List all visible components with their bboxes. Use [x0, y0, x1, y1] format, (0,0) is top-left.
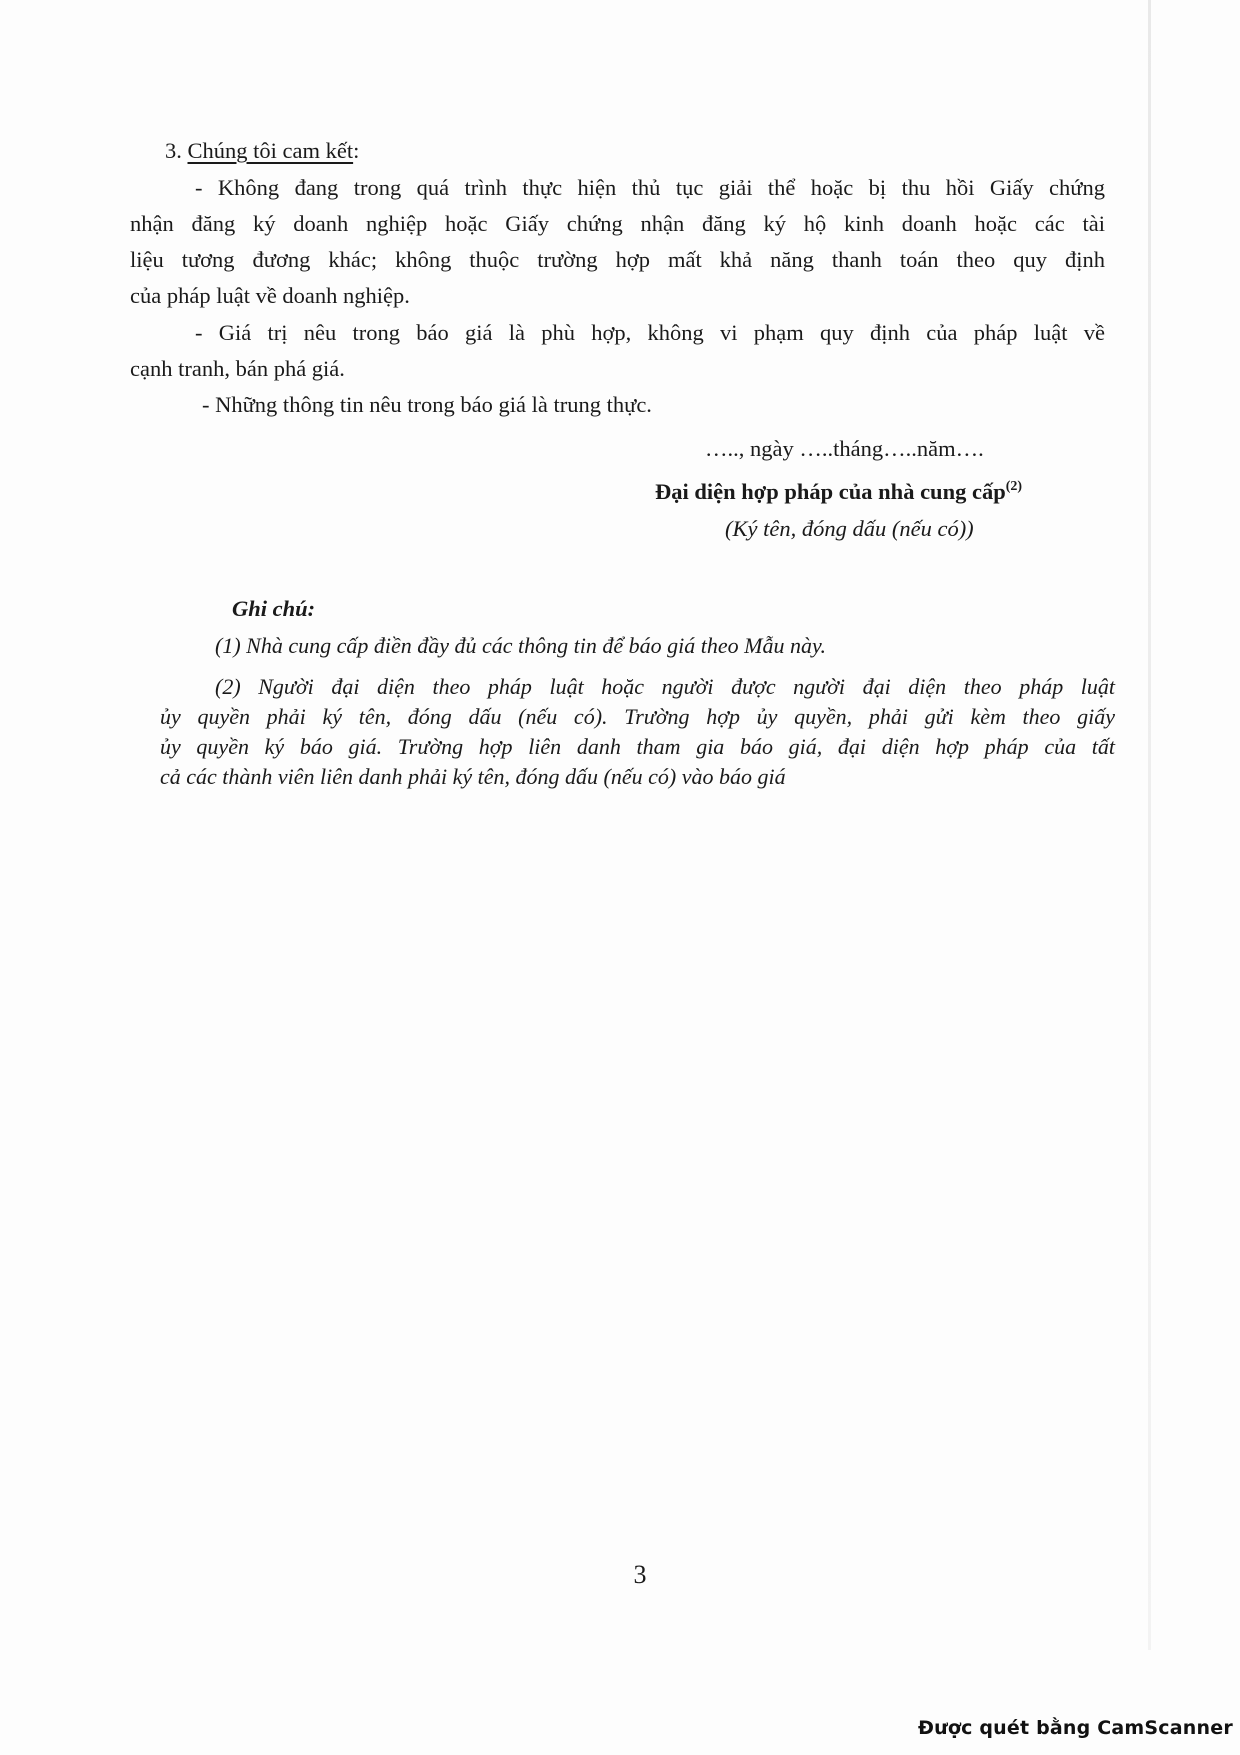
commitment-1-line-2: nhận đăng ký doanh nghiệp hoặc Giấy chứng nhận đăng ký hộ kinh doanh hoặc các tài	[130, 211, 1105, 236]
notes-heading: Ghi chú:	[232, 596, 316, 621]
note-2-line-4: cả các thành viên liên danh phải ký tên, đóng dấu (nếu có) vào báo giá	[160, 764, 786, 789]
section-heading-text: Chúng tôi cam kết	[187, 138, 354, 163]
section-heading-colon: :	[353, 138, 360, 163]
scan-edge	[1148, 0, 1151, 1650]
signature-instruction: (Ký tên, đóng dấu (nếu có))	[725, 516, 974, 541]
camscanner-watermark: Được quét bằng CamScanner	[918, 1717, 1233, 1739]
commitment-1-line-1: - Không đang trong quá trình thực hiện thủ tục giải thể hoặc bị thu hồi Giấy chứng	[195, 175, 1105, 200]
commitment-3: - Những thông tin nêu trong báo giá là trung thực.	[202, 392, 652, 417]
commitment-1-line-3: liệu tương đương khác; không thuộc trường hợp mất khả năng thanh toán theo quy định	[130, 247, 1105, 272]
section-number: 3.	[165, 138, 188, 163]
section-heading	[165, 136, 359, 166]
page-number: 3	[633, 1560, 647, 1589]
commitment-1-line-4: của pháp luật về doanh nghiệp.	[130, 283, 410, 308]
commitment-2-line-2: cạnh tranh, bán phá giá.	[130, 356, 345, 381]
note-2-line-1: (2) Người đại diện theo pháp luật hoặc người được người đại diện theo pháp luật	[215, 674, 1115, 699]
signatory-title-text: Đại diện hợp pháp của nhà cung cấp	[655, 479, 1006, 504]
signatory-footnote-ref: (2)	[1005, 479, 1023, 494]
commitment-2-line-1: - Giá trị nêu trong báo giá là phù hợp, không vi phạm quy định của pháp luật về	[195, 320, 1105, 345]
note-2-line-3: ủy quyền ký báo giá. Trường hợp liên danh tham gia báo giá, đại diện hợp pháp của tất	[160, 734, 1115, 759]
note-1: (1) Nhà cung cấp điền đầy đủ các thông tin để báo giá theo Mẫu này.	[215, 633, 826, 658]
date-line: ….., ngày …..tháng…..năm….	[705, 436, 984, 461]
signatory-title	[655, 477, 1022, 507]
note-2-line-2: ủy quyền phải ký tên, đóng dấu (nếu có). Trường hợp ủy quyền, phải gửi kèm theo giấy	[160, 704, 1115, 729]
